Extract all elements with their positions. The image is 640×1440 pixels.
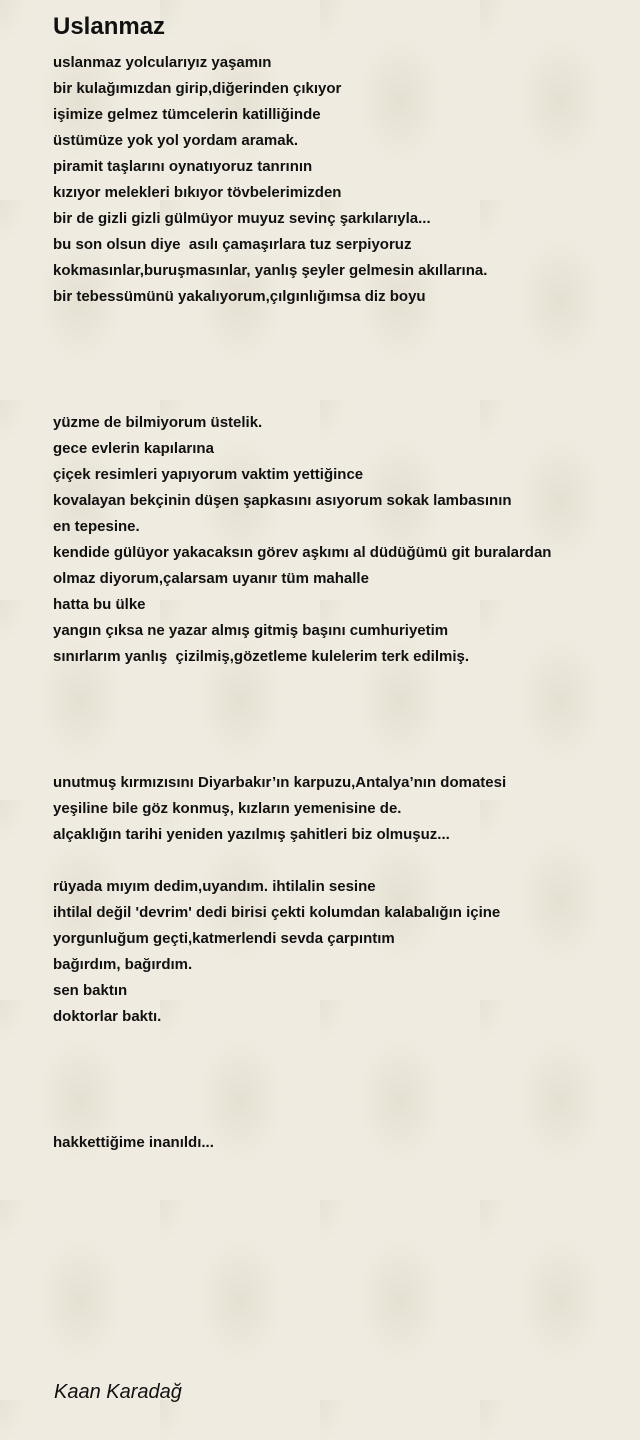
poem-line: çiçek resimleri yapıyorum vaktim yettiğince xyxy=(53,466,364,483)
poem-line: sınırlarım yanlış çizilmiş,gözetleme kulelerim terk edilmiş. xyxy=(53,648,470,665)
poem-line: bir tebessümünü yakalıyorum,çılgınlığımsa diz boyu xyxy=(53,288,426,305)
poem-line: olmaz diyorum,çalarsam uyanır tüm mahalle xyxy=(53,570,369,587)
poem-line: yüzme de bilmiyorum üstelik. xyxy=(53,414,263,431)
poem-line: bu son olsun diye asılı çamaşırlara tuz serpiyoruz xyxy=(53,236,412,253)
poem-line: rüyada mıyım dedim,uyandım. ihtilalin sesine xyxy=(53,878,376,895)
poem-line: sen baktın xyxy=(53,982,128,999)
poem-line: bir kulağımızdan girip,diğerinden çıkıyor xyxy=(53,80,342,97)
poem-title: Uslanmaz xyxy=(53,13,166,40)
poem-line: en tepesine. xyxy=(53,518,140,535)
poem-line: ihtilal değil 'devrim' dedi birisi çekti kolumdan kalabalığın içine xyxy=(53,904,501,921)
poem-line: kendide gülüyor yakacaksın görev aşkımı al düdüğümü git buralardan xyxy=(53,544,552,561)
poem-line: yangın çıksa ne yazar almış gitmiş başını cumhuriyetim xyxy=(53,622,449,639)
poem-line: unutmuş kırmızısını Diyarbakır’ın karpuzu,Antalya’nın domatesi xyxy=(53,774,507,791)
poem-line: uslanmaz yolcularıyız yaşamın xyxy=(53,54,272,71)
poem-line: işimize gelmez tümcelerin katilliğinde xyxy=(53,106,321,123)
poem-line: doktorlar baktı. xyxy=(53,1008,162,1025)
poem-line: kızıyor melekleri bıkıyor tövbelerimizden xyxy=(53,184,342,201)
poem-line: bir de gizli gizli gülmüyor muyuz sevinç şarkılarıyla... xyxy=(53,210,431,227)
poem-line: yeşiline bile göz konmuş, kızların yemenisine de. xyxy=(53,800,402,817)
poem-line: kokmasınlar,buruşmasınlar, yanlış şeyler gelmesin akıllarına. xyxy=(53,262,488,279)
poem-line: piramit taşlarını oynatıyoruz tanrının xyxy=(53,158,313,175)
poem-page xyxy=(53,0,633,1440)
poem-line: bağırdım, bağırdım. xyxy=(53,956,193,973)
poem-line: gece evlerin kapılarına xyxy=(53,440,214,457)
author-signature: Kaan Karadağ xyxy=(54,1381,182,1403)
poem-line: yorgunluğum geçti,katmerlendi sevda çarpıntım xyxy=(53,930,395,947)
poem-line: kovalayan bekçinin düşen şapkasını asıyorum sokak lambasının xyxy=(53,492,512,509)
poem-line: alçaklığın tarihi yeniden yazılmış şahitleri biz olmuşuz... xyxy=(53,826,450,843)
poem-line: hakkettiğime inanıldı... xyxy=(53,1134,214,1151)
poem-line: hatta bu ülke xyxy=(53,596,146,613)
poem-line: üstümüze yok yol yordam aramak. xyxy=(53,132,299,149)
